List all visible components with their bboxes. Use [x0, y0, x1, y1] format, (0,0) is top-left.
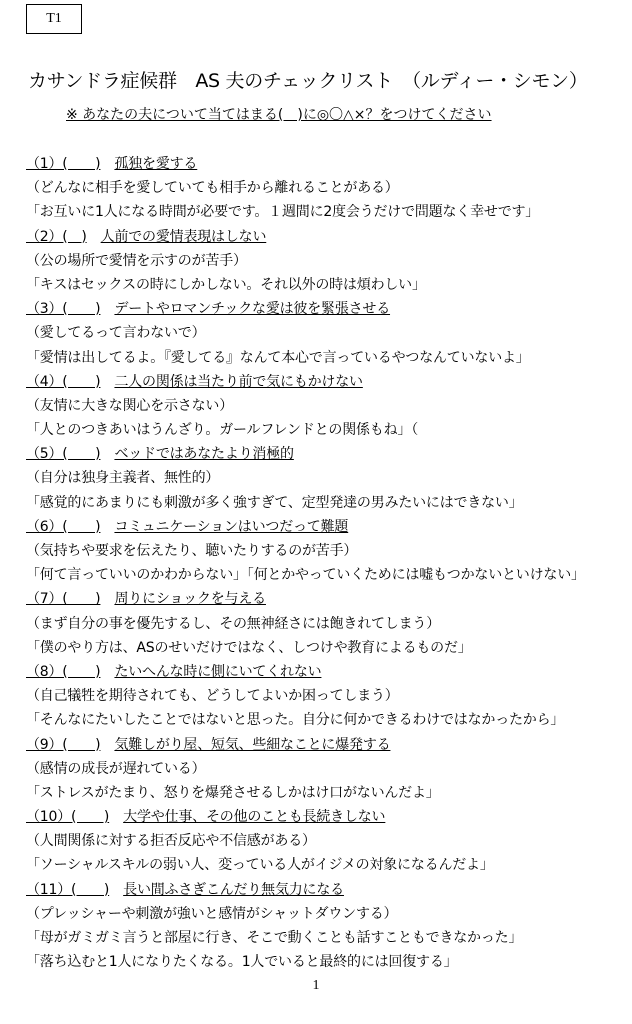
checklist-item-heading: [26, 660, 626, 684]
checklist-item: [26, 152, 626, 225]
checklist-item-title: 孤独を愛する: [114, 156, 198, 172]
checklist-item-heading: [26, 442, 626, 466]
page-number: 1: [312, 978, 320, 993]
checklist-item-heading: [26, 733, 626, 757]
checklist-item-heading: [26, 297, 626, 321]
checklist-item-note: （プレッシャーや刺激が強いと感情がシャットダウンする）: [26, 905, 398, 922]
checklist-item-number[interactable]: （5）( ): [26, 446, 101, 463]
checklist: [26, 152, 626, 974]
checklist-item: [26, 370, 626, 443]
checklist-item-title: 気難しがり屋、短気、些細なことに爆発する: [114, 736, 391, 753]
checklist-item-note: （気持ちや要求を伝えたり、聴いたりするのが苦手）: [26, 543, 358, 559]
checklist-item-note: （まず自分の事を優先するし、その無神経さには飽きれてしまう）: [26, 615, 440, 632]
checklist-item: [26, 515, 626, 588]
checklist-item-number[interactable]: （10）( ): [26, 809, 110, 826]
checklist-item-number[interactable]: （1）( ): [26, 156, 101, 172]
checklist-item-quote: 「何て言っていいのかわからない」「何とかやっていくためには嘘もつかないといけない」: [26, 567, 585, 584]
checklist-item-title: 周りにショックを与える: [114, 591, 266, 608]
checklist-item-quote: 「母がガミガミ言うと部屋に行き、そこで動くことも話すこともできなかった」: [26, 930, 523, 946]
page-title: カサンドラ症候群 AS 夫のチェックリスト （ルディー・シモン）: [28, 70, 588, 92]
checklist-item-title: 長い間ふさぎこんだり無気力になる: [123, 881, 344, 898]
checklist-item: [26, 660, 626, 733]
document-tag: [26, 4, 82, 34]
checklist-item-number[interactable]: （11）( ): [26, 881, 110, 898]
checklist-item: [26, 733, 626, 806]
checklist-item-note: （感情の成長が遅れている）: [26, 760, 206, 777]
checklist-item-quote: 「愛情は出してるよ。『愛してる』なんて本心で言っているやつなんていないよ」: [26, 349, 530, 366]
instruction-text: ※ あなたの夫について当てはまる( )に◎〇△×？をつけてください: [66, 107, 492, 123]
checklist-item: [26, 805, 626, 878]
checklist-item-quote: 「お互いに1人になる時間が必要です。１週間に2度会うだけで問題なく幸せです」: [26, 204, 540, 221]
checklist-item-number[interactable]: （9）( ): [26, 736, 101, 753]
checklist-item-quote: 「人とのつきあいはうんざり。ガールフレンドとの関係もね」（: [26, 422, 419, 439]
checklist-item-note: （自分は独身主義者、無性的）: [26, 470, 220, 487]
checklist-item-heading: [26, 878, 626, 902]
checklist-item-heading: [26, 152, 626, 176]
document-tag-label: T1: [46, 11, 62, 26]
checklist-item: [26, 878, 626, 975]
checklist-item-quote: 「僕のやり方は、ASのせいだけではなく、しつけや教育によるものだ」: [26, 639, 472, 656]
checklist-item-number[interactable]: （4）( ): [26, 373, 101, 390]
checklist-item-heading: [26, 370, 626, 394]
checklist-item-quote: 「ソーシャルスキルの弱い人、変っている人がイジメの対象になるんだよ」: [26, 857, 494, 874]
checklist-item-heading: [26, 587, 626, 611]
checklist-item-title: デートやロマンチックな愛は彼を緊張させる: [114, 301, 391, 318]
checklist-item-number[interactable]: （2）( ): [26, 228, 87, 245]
checklist-item: [26, 225, 626, 298]
checklist-item-note: （愛してるって言わないで）: [26, 325, 206, 342]
checklist-item-number[interactable]: （6）( ): [26, 518, 101, 535]
checklist-item-quote: 「そんなにたいしたことではないと思った。自分に何かできるわけではなかったから」: [26, 712, 565, 729]
checklist-item-note: （どんなに相手を愛していても相手から離れることがある）: [26, 180, 399, 197]
checklist-item-title: コミュニケーションはいつだって難題: [114, 518, 349, 535]
checklist-item-title: 人前での愛情表現はしない: [100, 228, 267, 245]
checklist-item-number[interactable]: （8）( ): [26, 663, 101, 680]
checklist-item-note: （人間関係に対する拒否反応や不信感がある）: [26, 833, 316, 850]
checklist-item-note: （友情に大きな関心を示さない）: [26, 397, 233, 414]
checklist-item-quote: 「落ち込むと1人になりたくなる。1人でいると最終的には回復する」: [26, 954, 458, 971]
checklist-item-quote: 「ストレスがたまり、怒りを爆発させるしかはけ口がないんだよ」: [26, 784, 440, 801]
checklist-item-title: 二人の関係は当たり前で気にもかけない: [114, 373, 363, 390]
checklist-item: [26, 587, 626, 660]
checklist-item: [26, 297, 626, 370]
checklist-item-heading: [26, 225, 626, 249]
checklist-item-heading: [26, 805, 626, 829]
checklist-item-title: 大学や仕事、その他のことも長続きしない: [123, 809, 386, 826]
checklist-item-note: （公の場所で愛情を示すのが苦手）: [26, 252, 247, 269]
checklist-item-number[interactable]: （3）( ): [26, 301, 101, 318]
checklist-item-heading: [26, 515, 626, 539]
checklist-item-title: たいへんな時に側にいてくれない: [114, 663, 322, 680]
checklist-item-number[interactable]: （7）( ): [26, 591, 101, 608]
checklist-item-note: （自己犠牲を期待されても、どうしてよいか困ってしまう）: [26, 688, 399, 705]
checklist-item-quote: 「キスはセックスの時にしかしない。それ以外の時は煩わしい」: [26, 276, 426, 293]
checklist-item-title: ベッドではあなたより消極的: [114, 446, 294, 463]
checklist-item: [26, 442, 626, 515]
checklist-item-quote: 「感覚的にあまりにも刺激が多く強すぎて、定型発達の男みたいにはできない」: [26, 494, 523, 511]
